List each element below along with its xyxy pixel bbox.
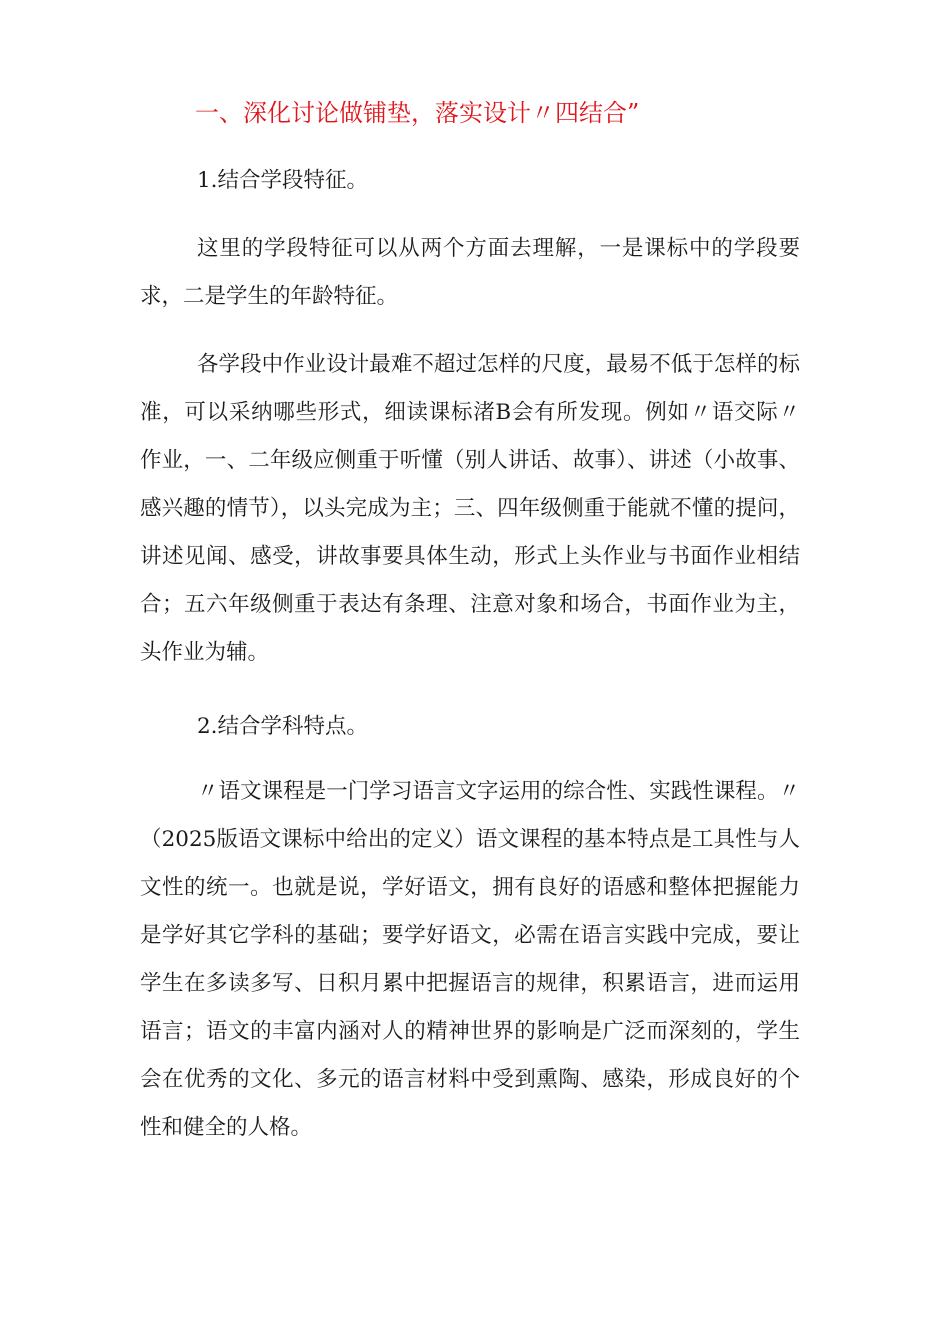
section-heading-2: 2.结合学科特点。 [197, 714, 369, 739]
paragraph-2: 各学段中作业设计最难不超过怎样的尺度，最易不低于怎样的标准，可以采纳哪些形式，细读课标渚B会有所发现。例如〃语交际〃作业，一、二年级应侧重于听懂（别人讲话、故事）、讲述（小故事、感兴趣的情节），以头完成为主；三、四年级侧重于能就不懂的提问，讲述见闻、感受，讲故事要具体生动，形式上头作业与书面作业相结合；五六年级侧重于表达有条理、注意对象和场合，书面作业为主，头作业为辅。 [140, 352, 800, 665]
document-title: 一、深化讨论做铺垫，落实设计〃四结合” [195, 99, 640, 127]
paragraph-3: 〃语文课程是一门学习语言文字运用的综合性、实践性课程。〃（2025版语文课标中给出的定义）语文课程的基本特点是工具性与人文性的统一。也就是说，学好语文，拥有良好的语感和整体把握能力是学好其它学科的基础；要学好语文，必需在语言实践中完成，要让学生在多读多写、日积月累中把握语言的规律，积累语言，进而运用语言；语文的丰富内涵对人的精神世界的影响是广泛而深刻的，学生会在优秀的文化、多元的语言材料中受到熏陶、感染，形成良好的个性和健全的人格。 [140, 779, 800, 1140]
section-heading-1: 1.结合学段特征。 [197, 168, 369, 193]
paragraph-1: 这里的学段特征可以从两个方面去理解，一是课标中的学段要求，二是学生的年龄特征。 [140, 236, 800, 309]
